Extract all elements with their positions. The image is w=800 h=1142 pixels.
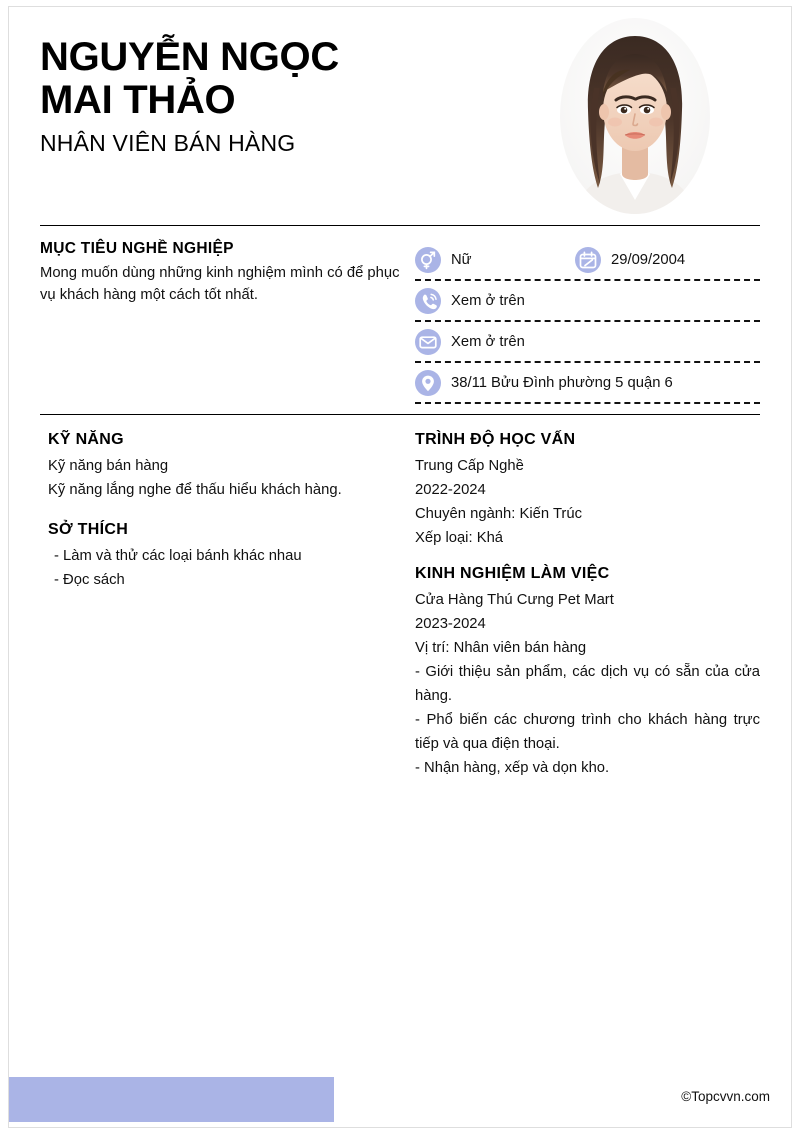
phone-icon <box>415 288 441 314</box>
hobbies-item: - Làm và thử các loại bánh khác nhau <box>54 547 302 564</box>
skills-title: KỸ NĂNG <box>48 431 124 448</box>
experience-company: Cửa Hàng Thú Cưng Pet Mart <box>415 591 614 608</box>
experience-duty: - Giới thiệu sản phẩm, các dịch vụ có sẵn của cửa hàng. <box>415 663 760 704</box>
candidate-name-line1: NGUYỄN NGỌC <box>40 35 339 79</box>
left-column <box>40 431 415 781</box>
contact-value-address: 38/11 Bửu Đình phường 5 quận 6 <box>451 374 673 391</box>
objective-text: Mong muốn dùng những kinh nghiệm mình có để phục vụ khách hàng một cách tốt nhất. <box>40 265 400 304</box>
right-column <box>415 431 760 781</box>
contact-item-dob <box>575 247 760 273</box>
candidate-name-line2: MAI THẢO <box>40 78 236 123</box>
experience-title: KINH NGHIỆM LÀM VIỆC <box>415 564 610 582</box>
candidate-job-title: NHÂN VIÊN BÁN HÀNG <box>40 130 296 157</box>
contact-section <box>415 240 760 404</box>
spacer <box>415 551 760 565</box>
experience-duty: - Nhận hàng, xếp và dọn kho. <box>415 759 610 776</box>
contact-item-gender <box>415 247 575 273</box>
objective-title: MỤC TIÊU NGHỀ NGHIỆP <box>40 240 234 257</box>
contact-row-email <box>415 322 760 363</box>
footer-credit: ©Topcvvn.com <box>681 1089 770 1104</box>
cv-header <box>40 0 760 225</box>
footer-accent-bar <box>9 1077 334 1122</box>
education-period: 2022-2024 <box>415 481 486 498</box>
lower-section <box>40 415 760 781</box>
contact-item-address <box>415 370 760 396</box>
contact-row-address <box>415 363 760 404</box>
cv-content <box>40 0 760 781</box>
avatar <box>560 18 710 214</box>
experience-position: Vị trí: Nhân viên bán hàng <box>415 639 587 656</box>
calendar-icon <box>575 247 601 273</box>
objective-section <box>40 240 415 404</box>
contact-value-gender: Nữ <box>451 251 472 268</box>
skills-item: Kỹ năng lắng nghe để thấu hiểu khách hàng. <box>48 481 342 498</box>
contact-value-dob: 29/09/2004 <box>611 251 686 268</box>
experience-period: 2023-2024 <box>415 615 486 632</box>
contact-row-gender-dob <box>415 240 760 281</box>
name-block <box>40 36 520 157</box>
contact-row-phone <box>415 281 760 322</box>
experience-section <box>415 565 760 781</box>
skills-item: Kỹ năng bán hàng <box>48 458 169 474</box>
upper-section <box>40 226 760 414</box>
email-icon <box>415 329 441 355</box>
hobbies-section <box>40 521 401 593</box>
contact-value-phone: Xem ở trên <box>451 292 525 309</box>
contact-list <box>415 240 760 404</box>
education-title: TRÌNH ĐỘ HỌC VẤN <box>415 431 576 448</box>
location-icon <box>415 370 441 396</box>
hobbies-item: - Đọc sách <box>54 571 125 588</box>
spacer <box>40 503 401 521</box>
experience-duty: - Phổ biến các chương trình cho khách hàng trực tiếp và qua điện thoại. <box>415 711 760 752</box>
education-school: Trung Cấp Nghề <box>415 458 524 474</box>
education-grade: Xếp loại: Khá <box>415 529 504 546</box>
education-major: Chuyên ngành: Kiến Trúc <box>415 505 582 522</box>
contact-item-email <box>415 329 760 355</box>
skills-section <box>40 431 401 503</box>
gender-icon <box>415 247 441 273</box>
contact-value-email: Xem ở trên <box>451 333 525 350</box>
education-section <box>415 431 760 551</box>
hobbies-title: SỞ THÍCH <box>48 520 129 538</box>
contact-item-phone <box>415 288 760 314</box>
